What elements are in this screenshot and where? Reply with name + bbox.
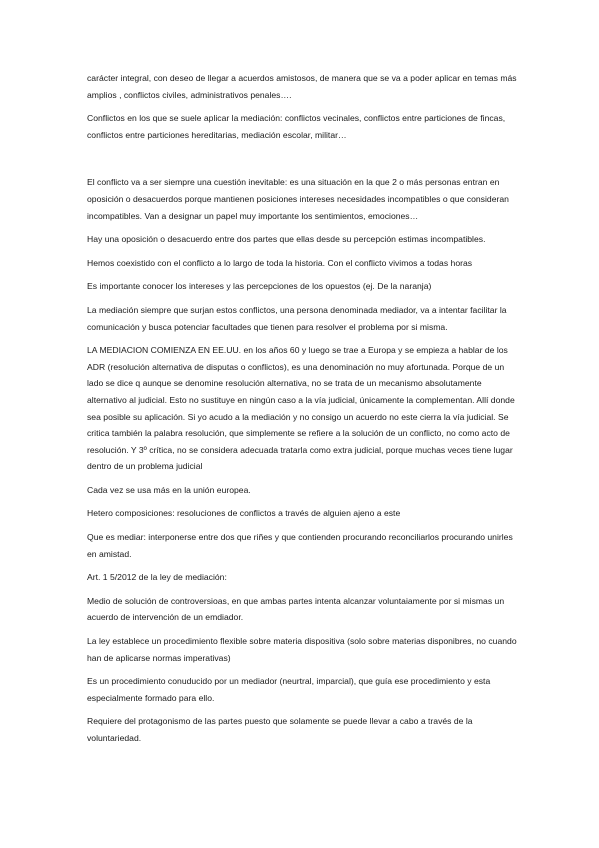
paragraph-mediator-role: La mediación siempre que surjan estos conflictos, una persona denominada mediador, va a intentar facilitar la comunicación y busca potenciar facultades que tienen para resolver el problema por si misma. bbox=[87, 304, 507, 332]
paragraph-conflict-types: Conflictos en los que se suele aplicar la mediación: conflictos vecinales, conflictos entre particiones de fincas, conflictos entre particiones hereditarias, mediación escolar, militar… bbox=[87, 113, 506, 140]
paragraph-conflict-definition: El conflicto va a ser siempre una cuestión inevitable: es una situación en la que 2 o más personas entran en oposición o desacuerdos porque mantienen posiciones intereses necesidades incompatibles o que consideran incompatibles. Van a designar un papel muy importante los sentimientos, emociones… bbox=[87, 177, 509, 221]
paragraph-mediation-origin: LA MEDIACION COMIENZA EN EE.UU. en los años 60 y luego se trae a Europa y se empieza a hablar de los ADR (resolución alternativa de disputas o conflictos), es una denominación no muy afortunada. Porque de un lado se dice q aunque se denomine resolución alternativa, no se trata de un mecanismo absolutamente alternativo al judicial. Esto no sustituye en ningún caso a la vía judicial, únicamente la complementan. Allí donde sea posible su aplicación. Si yo acudo a la mediación y no consigo un acuerdo no este cierra la vía judicial. Se critica también la palabra resolución, que simplemente se refiere a la solución de un conflicto, no como acto de resolución. Y 3º crítica, no se considera adecuada tratarla como extra judicial, porque muchas veces tiene lugar dentro de un problema judicial bbox=[87, 345, 515, 472]
paragraph-definition-mediate: Que es mediar: interponerse entre dos que riñes y que contienden procurando reconciliarlos procurando unirles en amistad. bbox=[87, 532, 513, 559]
paragraph-eu-usage: Cada vez se usa más en la unión europea. bbox=[87, 484, 251, 495]
document-body bbox=[87, 70, 519, 754]
paragraph-hetero-composition: Hetero composiciones: resoluciones de conflictos a través de alguien ajeno a este bbox=[87, 508, 401, 519]
paragraph-scope: carácter integral, con deseo de llegar a acuerdos amistosos, de manera que se va a poder aplicar en temas más amplios , conflictos civiles, administrativos penales…. bbox=[87, 73, 517, 100]
paragraph-voluntariness: Requiere del protagonismo de las partes puesto que solamente se puede llevar a cabo a través de la voluntariedad. bbox=[87, 716, 473, 743]
paragraph-interests: Es importante conocer los intereses y las percepciones de los opuestos (ej. De la naranja) bbox=[87, 281, 432, 292]
paragraph-history: Hemos coexistido con el conflicto a lo largo de toda la historia. Con el conflicto vivimos a todas horas bbox=[87, 257, 473, 268]
paragraph-law-article: Art. 1 5/2012 de la ley de mediación: bbox=[87, 572, 227, 583]
paragraph-mediator-led: Es un procedimiento conuducido por un mediador (neurtral, imparcial), que guía ese procedimiento y esta especialmente formado para ello. bbox=[87, 676, 491, 703]
paragraph-flexible-procedure: La ley establece un procedimiento flexible sobre materia dispositiva (solo sobre materias disponibres, no cuando han de aplicarse normas imperativas) bbox=[87, 636, 517, 663]
paragraph-opposition: Hay una oposición o desacuerdo entre dos partes que ellas desde su percepción estimas incompatibles. bbox=[87, 234, 486, 245]
paragraph-law-definition: Medio de solución de controversioas, en que ambas partes intenta alcanzar voluntaiamente por si mismas un acuerdo de intervención de un emdiador. bbox=[87, 595, 505, 623]
